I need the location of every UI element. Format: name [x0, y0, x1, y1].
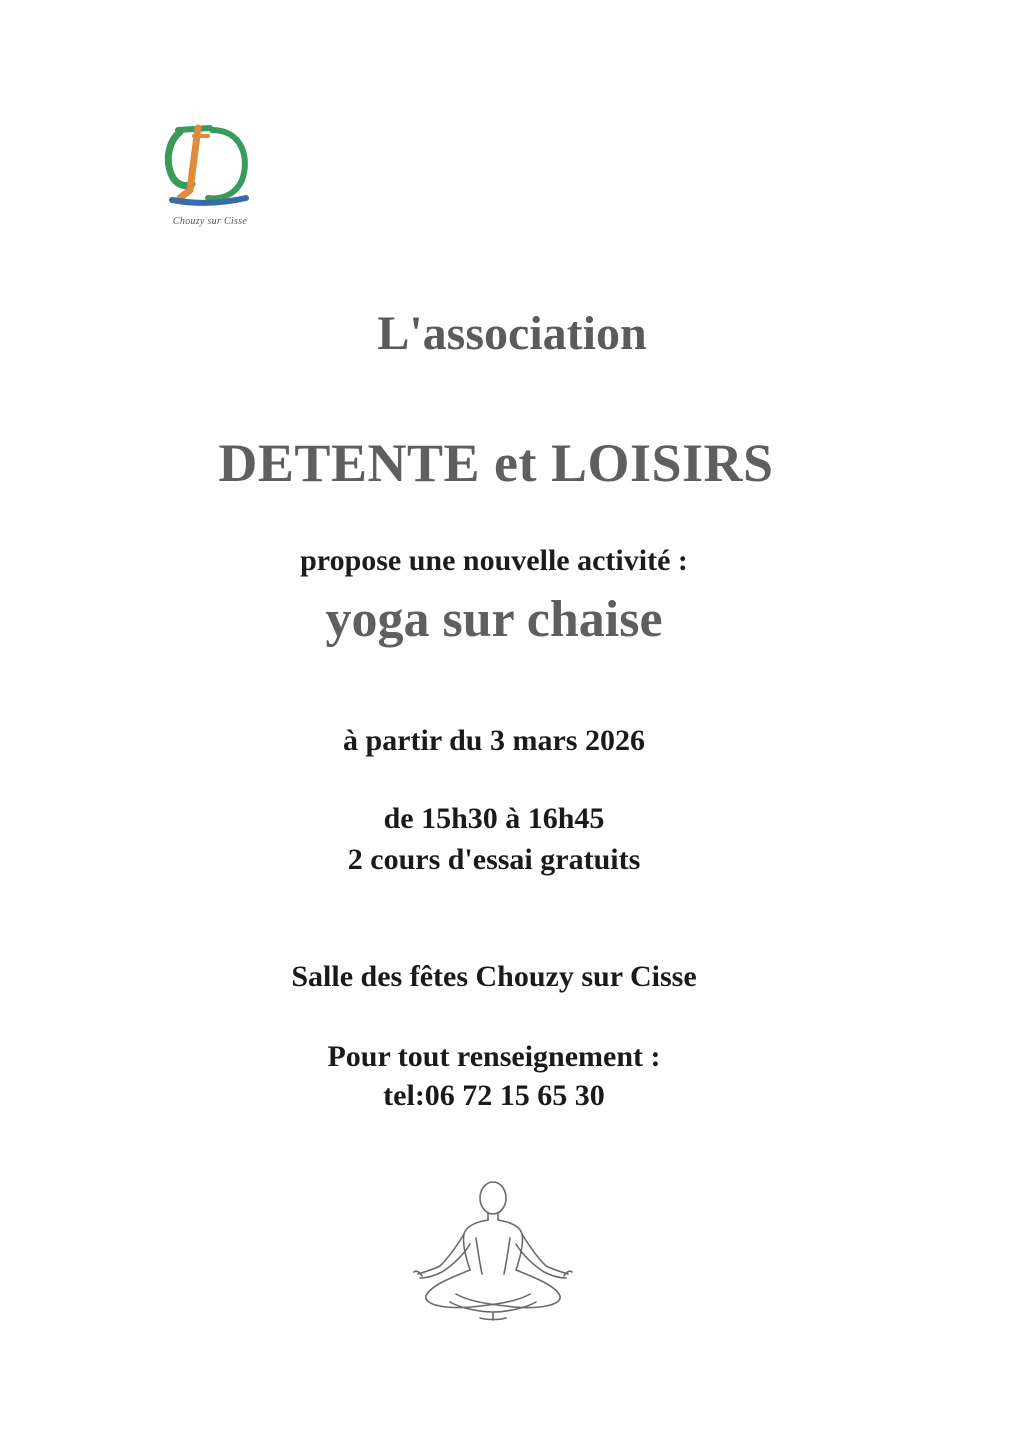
meditating-person-icon	[410, 1178, 576, 1324]
start-date: à partir du 3 mars 2026	[343, 724, 645, 757]
dl-monogram-logo-icon	[150, 118, 270, 214]
logo-caption: Chouzy sur Cisse	[172, 216, 248, 227]
association-name: DETENTE et LOISIRS	[218, 433, 774, 493]
venue: Salle des fêtes Chouzy sur Cisse	[291, 960, 697, 993]
activity-title: yoga sur chaise	[325, 591, 663, 648]
association-logo	[150, 118, 270, 233]
propose-text: propose une nouvelle activité :	[300, 544, 688, 577]
trial-offer: 2 cours d'essai gratuits	[347, 843, 641, 876]
schedule-time: de 15h30 à 16h45	[383, 802, 605, 835]
info-label: Pour tout renseignement :	[327, 1040, 661, 1073]
intro-text: L'association	[377, 307, 647, 360]
phone-number: tel:06 72 15 65 30	[383, 1079, 605, 1112]
meditating-person-illustration	[410, 1178, 576, 1324]
